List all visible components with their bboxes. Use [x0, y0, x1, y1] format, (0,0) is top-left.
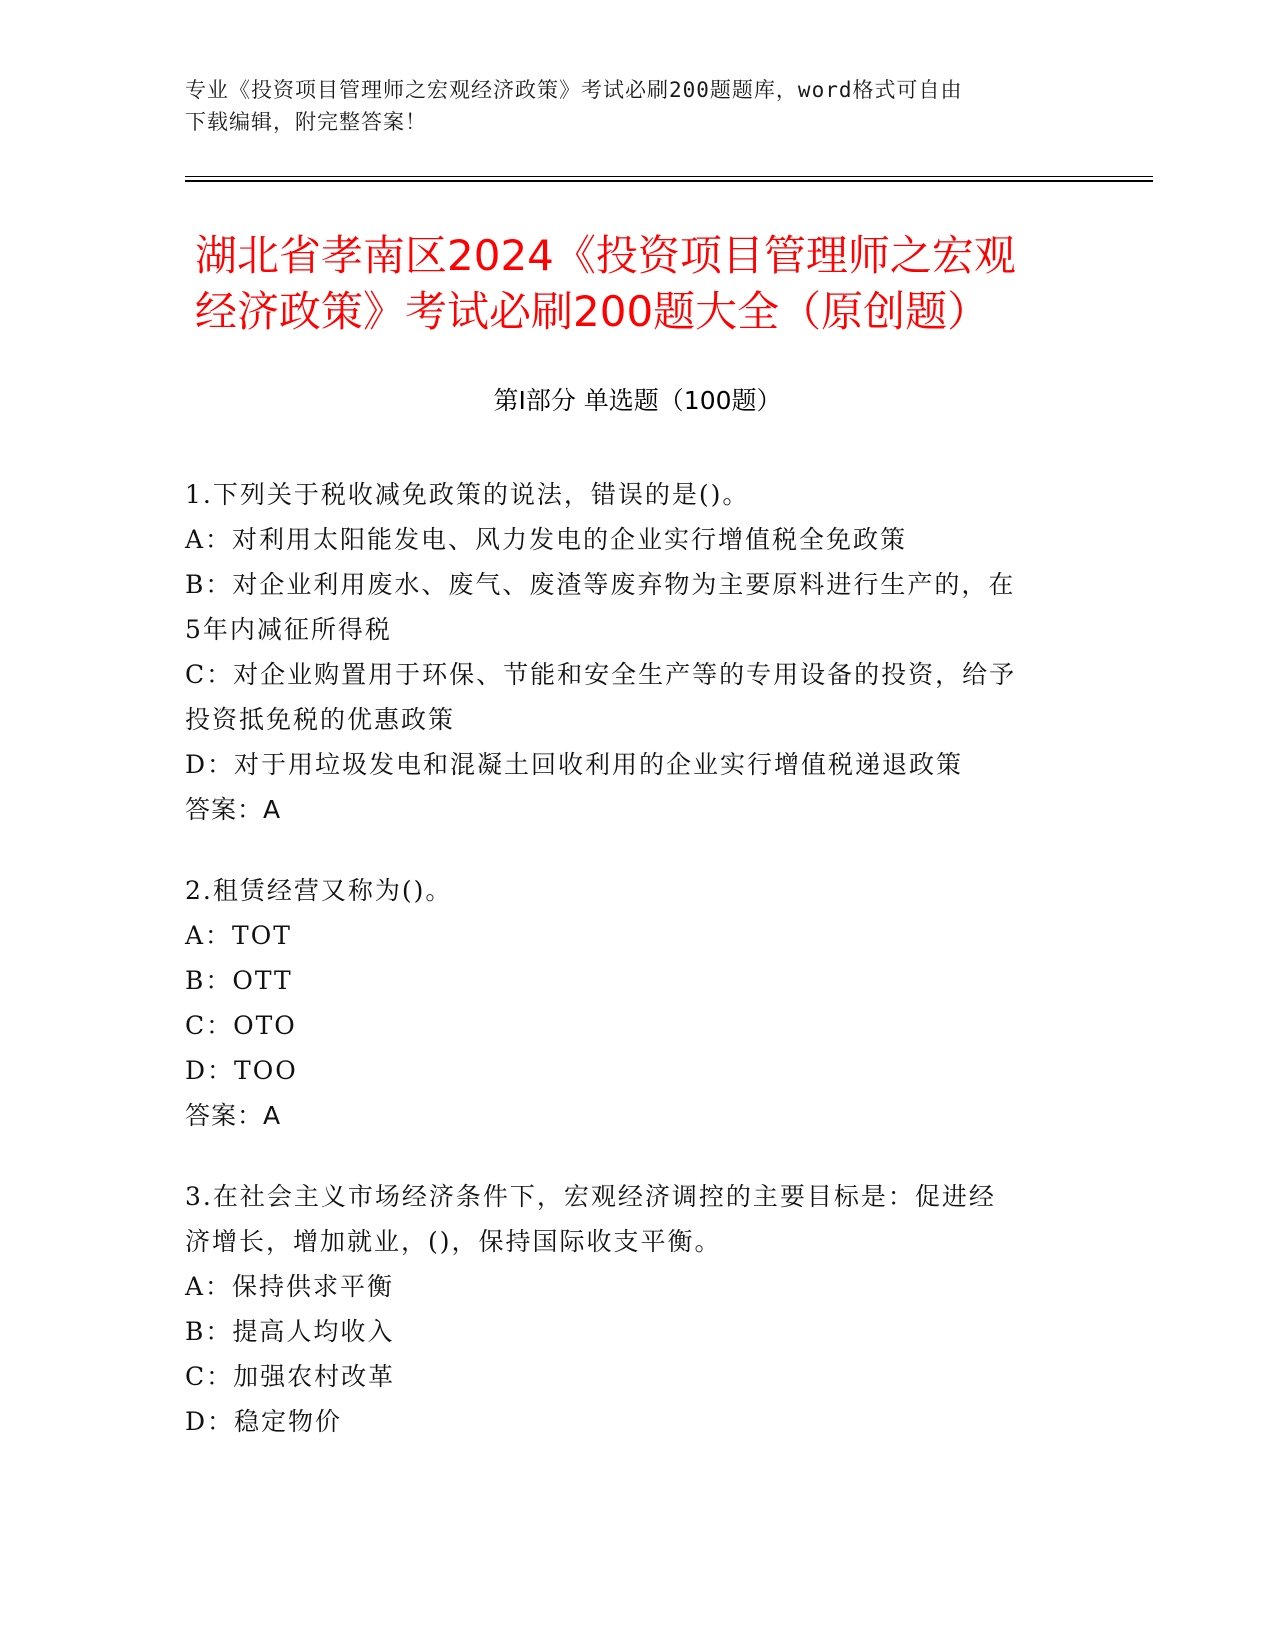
question-stem: 3.在社会主义市场经济条件下，宏观经济调控的主要目标是：促进经 [185, 1182, 996, 1211]
question-option: A：保持供求平衡 [185, 1272, 395, 1301]
question-stem: 济增长，增加就业，()，保持国际收支平衡。 [185, 1227, 722, 1256]
question-block [185, 868, 1075, 1138]
header-divider-thick [185, 180, 1153, 182]
header-divider-thin [185, 176, 1153, 177]
question-option: D：TOO [185, 1056, 298, 1085]
question-option: D：稳定物价 [185, 1407, 343, 1436]
question-option: C：OTO [185, 1011, 297, 1040]
question-option: D：对于用垃圾发电和混凝土回收利用的企业实行增值税递退政策 [185, 750, 964, 779]
question-option: 5年内减征所得税 [185, 615, 392, 644]
question-option: A：对利用太阳能发电、风力发电的企业实行增值税全免政策 [185, 525, 908, 554]
question-list [185, 472, 1075, 1480]
question-option: C：加强农村改革 [185, 1362, 396, 1391]
question-option: B：提高人均收入 [185, 1317, 395, 1346]
question-option: B：OTT [185, 966, 293, 995]
document-title [195, 228, 1075, 340]
header-note-line-1: 专业《投资项目管理师之宏观经济政策》考试必刷200题题库，word格式可自由 [185, 78, 963, 102]
question-stem: 1.下列关于税收减免政策的说法，错误的是()。 [185, 480, 750, 509]
question-stem: 2.租赁经营又称为()。 [185, 876, 453, 905]
question-answer: 答案：A [185, 1101, 282, 1130]
header-note-line-2: 下载编辑，附完整答案！ [185, 110, 427, 134]
question-option: A：TOT [185, 921, 292, 950]
question-option: 投资抵免税的优惠政策 [185, 705, 456, 734]
document-title-line-1: 湖北省孝南区2024《投资项目管理师之宏观 [195, 231, 1016, 280]
question-block [185, 1174, 1075, 1444]
document-title-line-2: 经济政策》考试必刷200题大全（原创题） [195, 287, 990, 336]
question-option: C：对企业购置用于环保、节能和安全生产等的专用设备的投资，给予 [185, 660, 1017, 689]
section-heading: 第I部分 单选题（100题） [493, 386, 782, 415]
question-answer: 答案：A [185, 795, 282, 824]
header-note [185, 74, 1085, 138]
question-option: B：对企业利用废水、废气、废渣等废弃物为主要原料进行生产的，在 [185, 570, 1016, 599]
question-block [185, 472, 1075, 832]
